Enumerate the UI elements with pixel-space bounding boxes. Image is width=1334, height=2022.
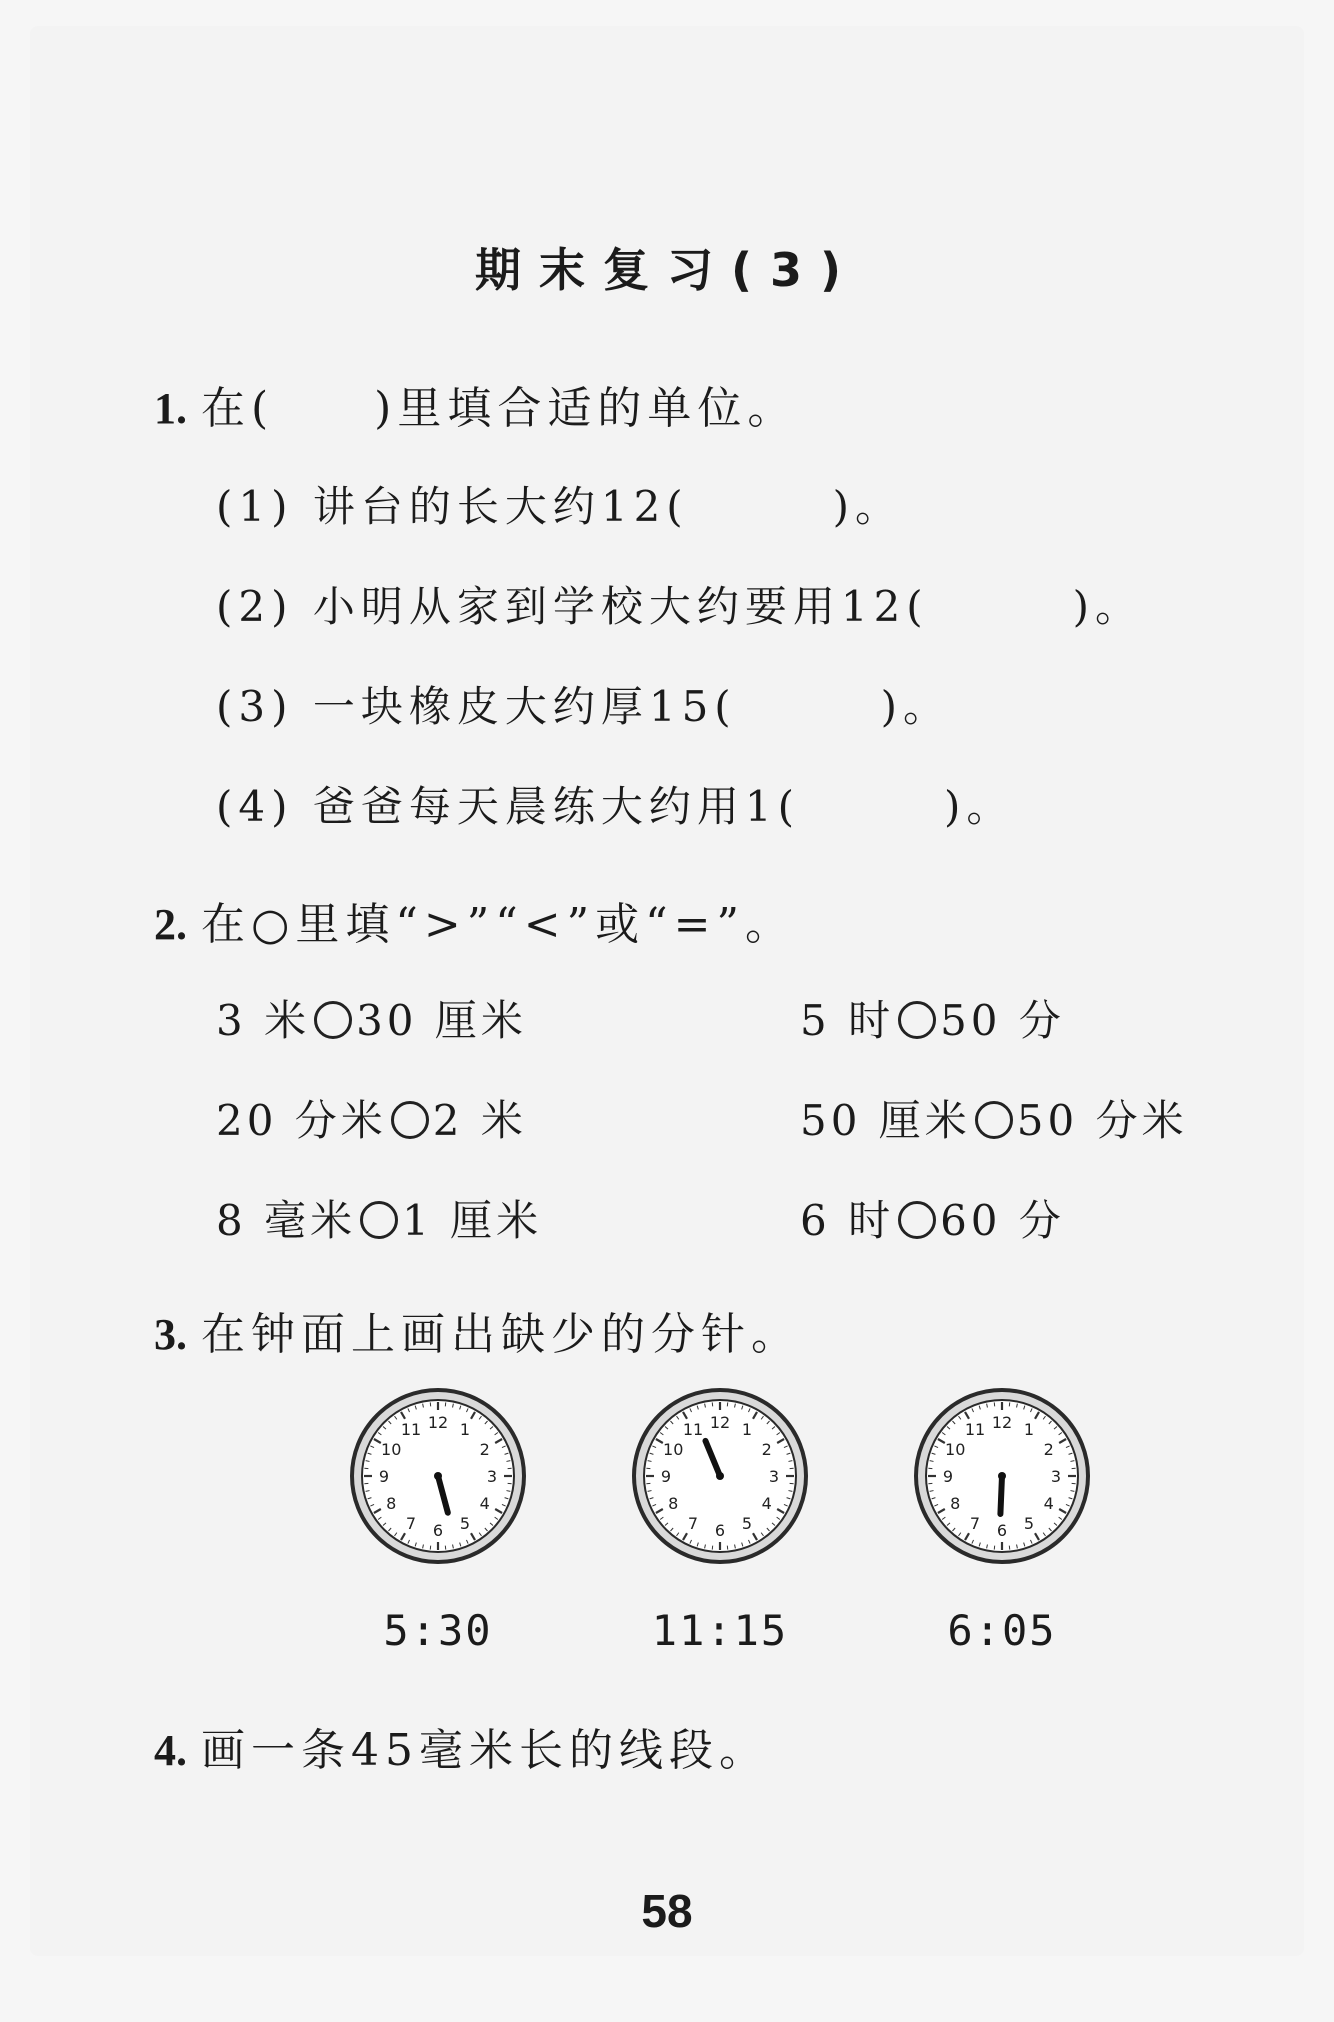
clock-numeral: 11 bbox=[965, 1420, 985, 1439]
question-4-number: 4. bbox=[154, 1726, 187, 1775]
clock-numeral: 9 bbox=[943, 1467, 953, 1486]
compare-right: 1 厘米 bbox=[402, 1196, 542, 1245]
clock-numeral: 5 bbox=[1024, 1514, 1034, 1533]
clock-numeral: 8 bbox=[386, 1494, 396, 1513]
compare-right: 2 米 bbox=[433, 1096, 527, 1145]
clock-numeral: 4 bbox=[480, 1494, 490, 1513]
clock-center-pin bbox=[716, 1472, 724, 1480]
clock-numeral: 1 bbox=[1024, 1420, 1034, 1439]
clock-numeral: 4 bbox=[1044, 1494, 1054, 1513]
compare-left: 3 米 bbox=[216, 996, 310, 1045]
clock-numeral: 10 bbox=[663, 1440, 683, 1459]
question-3 bbox=[154, 1298, 801, 1362]
clock-numeral: 8 bbox=[668, 1494, 678, 1513]
clock-numeral: 10 bbox=[945, 1440, 965, 1459]
clock-numeral: 12 bbox=[710, 1413, 730, 1432]
answer-circle[interactable] bbox=[360, 1201, 398, 1239]
answer-circle[interactable] bbox=[391, 1101, 429, 1139]
clock-numeral: 3 bbox=[769, 1467, 779, 1486]
question-1-item-1: (1) 讲台的长大约12( )。 bbox=[216, 474, 903, 534]
compare-item bbox=[800, 988, 1065, 1048]
clock-center-pin bbox=[434, 1472, 442, 1480]
question-2-number: 2. bbox=[154, 900, 187, 949]
compare-left: 8 毫米 bbox=[216, 1196, 356, 1245]
clock-time-label: 11:15 bbox=[620, 1606, 820, 1655]
clock-numeral: 2 bbox=[1044, 1440, 1054, 1459]
question-2 bbox=[154, 888, 795, 952]
page-number: 58 bbox=[30, 1884, 1304, 1938]
compare-item bbox=[216, 1188, 542, 1248]
answer-circle[interactable] bbox=[314, 1001, 352, 1039]
question-3-number: 3. bbox=[154, 1310, 187, 1359]
clock-numeral: 6 bbox=[997, 1521, 1007, 1540]
clock-numeral: 3 bbox=[487, 1467, 497, 1486]
compare-item bbox=[216, 988, 527, 1048]
answer-circle[interactable] bbox=[975, 1101, 1013, 1139]
page-title: 期末复习(3) bbox=[30, 234, 1304, 300]
clock-numeral: 5 bbox=[742, 1514, 752, 1533]
clock-numeral: 10 bbox=[381, 1440, 401, 1459]
answer-circle[interactable] bbox=[898, 1001, 936, 1039]
clock-numeral: 2 bbox=[480, 1440, 490, 1459]
compare-right: 60 分 bbox=[940, 1196, 1065, 1245]
compare-left: 6 时 bbox=[800, 1196, 894, 1245]
clock-center-pin bbox=[998, 1472, 1006, 1480]
hour-hand bbox=[1000, 1476, 1002, 1514]
clock-numeral: 7 bbox=[970, 1514, 980, 1533]
clock-numeral: 8 bbox=[950, 1494, 960, 1513]
compare-right: 30 厘米 bbox=[356, 996, 527, 1045]
clock-face[interactable] bbox=[348, 1386, 528, 1566]
worksheet-page bbox=[30, 26, 1304, 1956]
clock-numeral: 2 bbox=[762, 1440, 772, 1459]
clock-numeral: 1 bbox=[460, 1420, 470, 1439]
clock-time-label: 5:30 bbox=[338, 1606, 538, 1655]
clock-numeral: 11 bbox=[401, 1420, 421, 1439]
compare-left: 50 厘米 bbox=[800, 1096, 971, 1145]
question-4 bbox=[154, 1714, 769, 1778]
clock-face[interactable] bbox=[630, 1386, 810, 1566]
clock-numeral: 11 bbox=[683, 1420, 703, 1439]
compare-right: 50 分米 bbox=[1017, 1096, 1188, 1145]
compare-left: 20 分米 bbox=[216, 1096, 387, 1145]
clock-numeral: 12 bbox=[992, 1413, 1012, 1432]
clock-numeral: 1 bbox=[742, 1420, 752, 1439]
compare-left: 5 时 bbox=[800, 996, 894, 1045]
clock-numeral: 6 bbox=[433, 1521, 443, 1540]
clock-numeral: 5 bbox=[460, 1514, 470, 1533]
compare-right: 50 分 bbox=[940, 996, 1065, 1045]
compare-item bbox=[800, 1188, 1065, 1248]
question-1-item-2: (2) 小明从家到学校大约要用12( )。 bbox=[216, 574, 1143, 634]
question-1-number: 1. bbox=[154, 384, 187, 433]
clock-numeral: 6 bbox=[715, 1521, 725, 1540]
clock-face[interactable] bbox=[912, 1386, 1092, 1566]
question-4-prompt: 画一条45毫米长的线段。 bbox=[201, 1725, 769, 1776]
clock-numeral: 7 bbox=[688, 1514, 698, 1533]
clock-numeral: 12 bbox=[428, 1413, 448, 1432]
question-1 bbox=[154, 372, 797, 436]
question-1-item-3: (3) 一块橡皮大约厚15( )。 bbox=[216, 674, 951, 734]
question-3-prompt: 在钟面上画出缺少的分针。 bbox=[201, 1309, 801, 1360]
clock-numeral: 9 bbox=[379, 1467, 389, 1486]
compare-item bbox=[216, 1088, 527, 1148]
clock-numeral: 4 bbox=[762, 1494, 772, 1513]
clock-numeral: 7 bbox=[406, 1514, 416, 1533]
answer-circle[interactable] bbox=[898, 1201, 936, 1239]
question-2-prompt: 在○里填“>”“<”或“=”。 bbox=[201, 899, 795, 950]
compare-item bbox=[800, 1088, 1188, 1148]
clock-time-label: 6:05 bbox=[902, 1606, 1102, 1655]
question-1-item-4: (4) 爸爸每天晨练大约用1( )。 bbox=[216, 774, 1014, 834]
clock-numeral: 9 bbox=[661, 1467, 671, 1486]
clock-numeral: 3 bbox=[1051, 1467, 1061, 1486]
question-1-prompt: 在( )里填合适的单位。 bbox=[201, 383, 797, 434]
